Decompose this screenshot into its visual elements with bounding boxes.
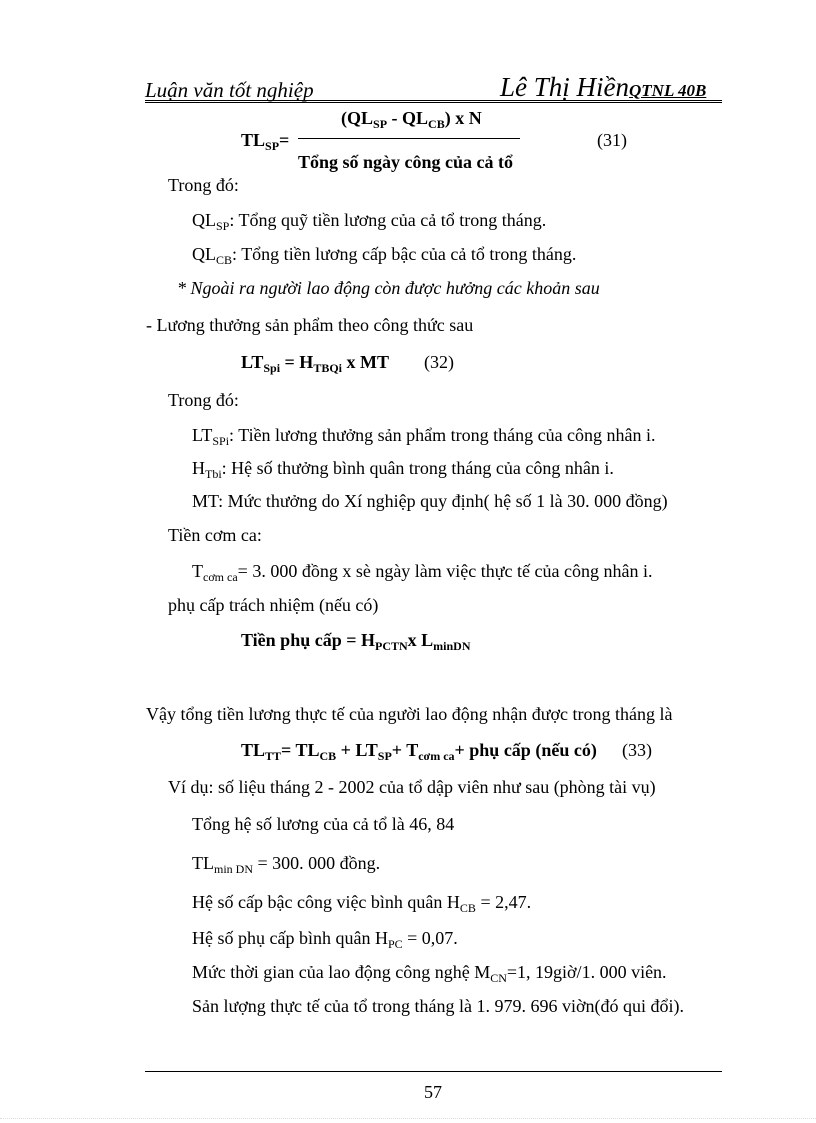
- example-line-3: Hệ số cấp bậc công việc bình quân $H_{CB} = 2,47$.: [192, 892, 532, 915]
- header-author: [500, 72, 706, 103]
- formula-31-lhs: $TL_{SP}=$: [241, 130, 290, 153]
- where-title-1: Trong đó:: [168, 175, 239, 195]
- allowance-title: phụ cấp trách nhiệm (nếu có): [168, 595, 379, 615]
- class-code: QTNL 40B: [629, 81, 707, 100]
- example-line-1: Tổng hệ số lương của cả tổ là 46, 84: [192, 814, 455, 834]
- formula-32-number: (32): [424, 352, 454, 372]
- example-line-5: Mức thời gian của lao động công nghệ $M_{CN}=1$, 19giờ/1. 000 viên.: [192, 962, 667, 985]
- formula-33: $TL_{TT}= TL_{CB} + LT_{SP}+ T_{cơm ca}+$ phụ cấp (nếu có): [241, 740, 597, 763]
- example-line-6: Sản lượng thực tế của tổ trong tháng là 1. 979. 696 viờn(đó qui đổi).: [192, 996, 684, 1016]
- author-name: Lê Thị Hiền: [500, 72, 630, 102]
- meal-formula: $T_{cơm ca}= 3$. 000 đồng x sè ngày làm việc thực tế của công nhân i.: [192, 561, 653, 584]
- where-2-line-3: MT: Mức thưởng do Xí nghiệp quy định( hệ số 1 là 30. 000 đồng): [192, 491, 668, 511]
- meal-title: Tiền cơm ca:: [168, 525, 262, 545]
- total-intro: Vậy tổng tiền lương thực tế của người lao động nhận được trong tháng là: [146, 704, 673, 724]
- extra-benefits-note: * Ngoài ra người lao động còn được hưởng các khoản sau: [177, 278, 600, 298]
- formula-31-denominator: Tổng số ngày công của cả tổ: [298, 152, 514, 172]
- formula-33-number: (33): [622, 740, 652, 760]
- formula-31-number: (31): [597, 130, 627, 150]
- formula-32: $LT_{Spi} = H_{TBQi}$ x MT: [241, 352, 389, 375]
- example-line-4: Hệ số phụ cấp bình quân $H_{PC} = 0,07$.: [192, 928, 458, 951]
- where-1-line-2: $QL_{CB}$: Tổng tiền lương cấp bậc của cả tổ trong tháng.: [192, 244, 577, 267]
- header-thesis-label: Luận văn tốt nghiệp: [145, 78, 314, 102]
- allowance-formula: Tiền phụ cấp = $H_{PCTN}x$ $L_{minDN}$: [241, 630, 471, 653]
- formula-31-numerator: $(QL_{SP} - QL_{CB})$ x N: [341, 108, 482, 131]
- footer-rule: [145, 1071, 722, 1072]
- where-1-line-1: $QL_{SP}$: Tổng quỹ tiền lương của cả tổ trong tháng.: [192, 210, 547, 233]
- fraction-bar: [298, 138, 520, 139]
- example-line-2: $TL_{min DN} = 300$. 000 đồng.: [192, 853, 381, 876]
- where-2-line-1: $LT_{SPi}$: Tiền lương thưởng sản phẩm trong tháng của công nhân i.: [192, 425, 656, 448]
- page-number: 57: [424, 1082, 442, 1102]
- bonus-intro: - Lương thưởng sản phẩm theo công thức sau: [146, 315, 474, 335]
- where-2-line-2: $H_{Tbi}$: Hệ số thưởng bình quân trong tháng của công nhân i.: [192, 458, 614, 481]
- example-intro: Ví dụ: số liệu tháng 2 - 2002 của tổ dập viên như sau (phòng tài vụ): [168, 777, 656, 797]
- where-title-2: Trong đó:: [168, 390, 239, 410]
- header-rule-double: [145, 102, 722, 103]
- header-rule: [145, 100, 722, 101]
- page-edge-dotted-rule: [0, 1118, 816, 1119]
